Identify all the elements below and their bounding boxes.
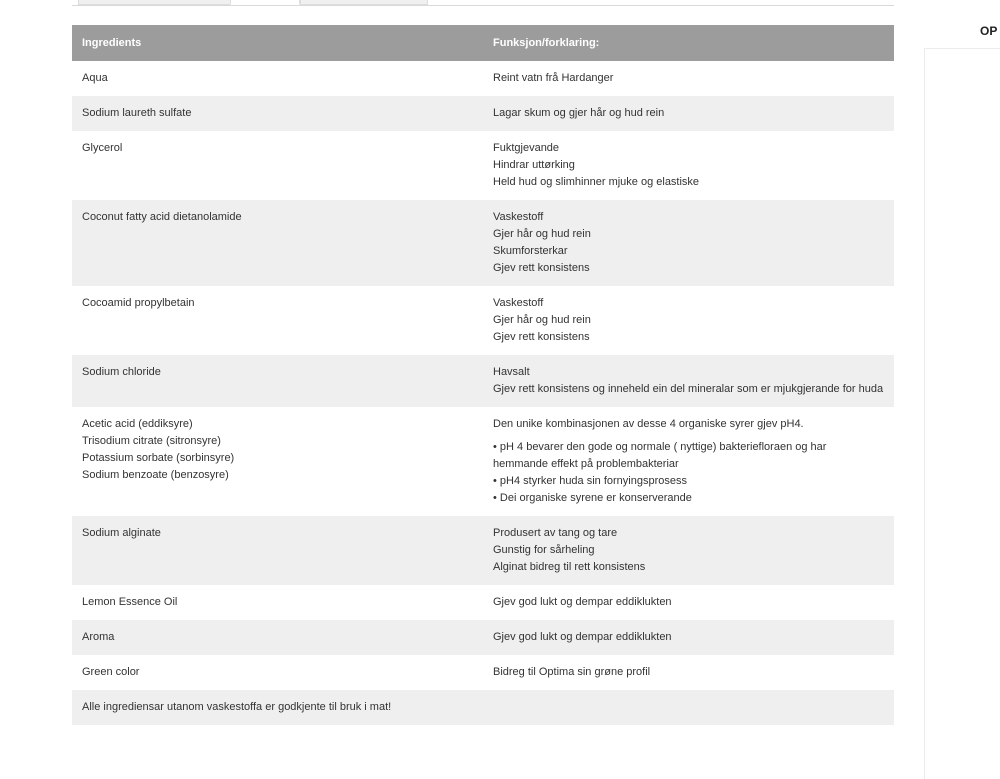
table-row bbox=[72, 96, 894, 131]
function-line: Gjer hår og hud rein bbox=[493, 314, 591, 326]
tab-1[interactable] bbox=[78, 0, 232, 5]
ingredient-cell bbox=[72, 655, 483, 690]
function-line: Gunstig for sårheling bbox=[493, 544, 595, 556]
table-row bbox=[72, 655, 894, 690]
ingredient-cell bbox=[72, 407, 483, 516]
function-cell bbox=[483, 61, 894, 96]
table-row bbox=[72, 516, 894, 585]
ingredient-cell bbox=[72, 131, 483, 200]
ingredient-name: Sodium benzoate (benzosyre) bbox=[82, 469, 229, 481]
ingredient-name: Trisodium citrate (sitronsyre) bbox=[82, 435, 221, 447]
function-line: • Dei organiske syrene er konserverande bbox=[493, 492, 692, 504]
ingredient-cell bbox=[72, 355, 483, 407]
ingredient-name: Sodium laureth sulfate bbox=[82, 107, 192, 119]
function-line: Gjer hår og hud rein bbox=[493, 228, 591, 240]
table-row bbox=[72, 407, 894, 516]
function-line: Gjev rett konsistens bbox=[493, 331, 590, 343]
ingredient-name: Green color bbox=[82, 666, 140, 678]
tab-2-active[interactable] bbox=[230, 0, 300, 5]
ingredient-name: Potassium sorbate (sorbinsyre) bbox=[82, 452, 235, 464]
function-line: • pH4 styrker huda sin fornyingsprosess bbox=[493, 475, 687, 487]
function-line: Held hud og slimhinner mjuke og elastiske bbox=[493, 176, 700, 188]
ingredient-cell bbox=[72, 516, 483, 585]
function-line: Gjev rett konsistens og inneheld ein del mineralar som er mjukgjerande for huda bbox=[493, 383, 884, 395]
function-line: Bidreg til Optima sin grøne profil bbox=[493, 666, 651, 678]
ingredient-cell bbox=[72, 286, 483, 355]
function-line: Fuktgjevande bbox=[493, 142, 560, 154]
function-cell bbox=[483, 407, 894, 516]
ingredient-cell bbox=[72, 620, 483, 655]
function-cell bbox=[483, 620, 894, 655]
sidebar-heading: OP bbox=[980, 24, 998, 38]
function-line: Alginat bidreg til rett konsistens bbox=[493, 561, 646, 573]
ingredient-name: Lemon Essence Oil bbox=[82, 596, 178, 608]
ingredient-name: Aroma bbox=[82, 631, 115, 643]
table-row bbox=[72, 131, 894, 200]
function-line: Gjev rett konsistens bbox=[493, 262, 590, 274]
function-line: Hindrar uttørking bbox=[493, 159, 575, 171]
ingredients-table bbox=[72, 25, 894, 725]
ingredient-cell bbox=[72, 61, 483, 96]
function-line: Vaskestoff bbox=[493, 297, 544, 309]
function-cell bbox=[483, 131, 894, 200]
table-row bbox=[72, 585, 894, 620]
function-cell bbox=[483, 96, 894, 131]
function-line: Lagar skum og gjer hår og hud rein bbox=[493, 107, 665, 119]
table-footer-row bbox=[72, 690, 894, 725]
table-row bbox=[72, 620, 894, 655]
ingredient-name: Glycerol bbox=[82, 142, 123, 154]
table-row bbox=[72, 355, 894, 407]
function-line: Skumforsterkar bbox=[493, 245, 568, 257]
ingredient-cell bbox=[72, 585, 483, 620]
table-row bbox=[72, 200, 894, 286]
tab-3[interactable] bbox=[300, 0, 428, 5]
function-cell bbox=[483, 286, 894, 355]
ingredient-name: Sodium alginate bbox=[82, 527, 161, 539]
function-line: • pH 4 bevarer den gode og normale ( nyttige) bakteriefloraen og har hemmande effekt på problembakteriar bbox=[493, 441, 827, 470]
table-header-row bbox=[72, 25, 894, 61]
ingredient-name: Acetic acid (eddiksyre) bbox=[82, 418, 193, 430]
function-line: Havsalt bbox=[493, 366, 530, 378]
footer-note: Alle ingrediensar utanom vaskestoffa er godkjente til bruk i mat! bbox=[72, 690, 894, 725]
function-header: Funksjon/forklaring: bbox=[483, 25, 894, 61]
function-cell bbox=[483, 200, 894, 286]
table-row bbox=[72, 61, 894, 96]
ingredient-name: Aqua bbox=[82, 72, 108, 84]
ingredients-header: Ingredients bbox=[72, 25, 483, 61]
function-line: Vaskestoff bbox=[493, 211, 544, 223]
function-intro: Den unike kombinasjonen av desse 4 organiske syrer gjev pH4. bbox=[493, 418, 804, 430]
tab-bar bbox=[72, 0, 894, 6]
function-line: Produsert av tang og tare bbox=[493, 527, 618, 539]
ingredient-cell bbox=[72, 200, 483, 286]
ingredient-name: Cocoamid propylbetain bbox=[82, 297, 195, 309]
sidebar-panel bbox=[924, 48, 1000, 779]
ingredient-name: Sodium chloride bbox=[82, 366, 161, 378]
ingredient-cell bbox=[72, 96, 483, 131]
ingredient-name: Coconut fatty acid dietanolamide bbox=[82, 211, 242, 223]
function-line: Reint vatn frå Hardanger bbox=[493, 72, 614, 84]
table-row bbox=[72, 286, 894, 355]
function-cell bbox=[483, 655, 894, 690]
function-cell bbox=[483, 516, 894, 585]
function-line: Gjev god lukt og dempar eddiklukten bbox=[493, 631, 672, 643]
function-cell bbox=[483, 585, 894, 620]
function-line: Gjev god lukt og dempar eddiklukten bbox=[493, 596, 672, 608]
function-cell bbox=[483, 355, 894, 407]
